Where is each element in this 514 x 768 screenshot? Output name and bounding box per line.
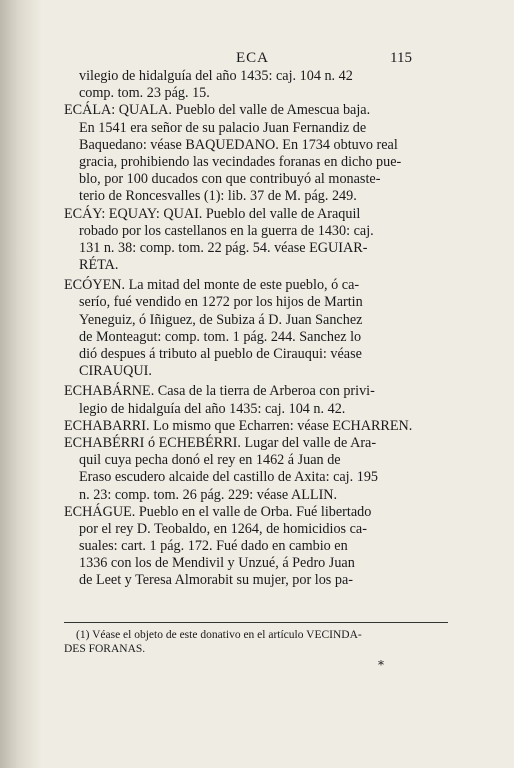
entry-line: n. 23: comp. tom. 26 pág. 229: véase ALLIN.: [79, 486, 338, 503]
dictionary-entries: [64, 68, 448, 590]
entry-line: comp. tom. 23 pág. 15.: [79, 85, 210, 102]
entry-headword-line: ECÓYEN. La mitad del monte de este pueblo, ó ca-: [64, 277, 360, 294]
entry-line: gracia, prohibiendo las vecindades foranas en dicho pue-: [79, 153, 402, 170]
entry-headword-line: ECHABÁRNE. Casa de la tierra de Arberoa con privi-: [64, 383, 375, 400]
entry-line: Yeneguiz, ó Iñiguez, de Subiza á D. Juan Sanchez: [79, 311, 363, 328]
entry-line: suales: cart. 1 pág. 172. Fué dado en cambio en: [79, 538, 348, 555]
entry-line: por el rey D. Teobaldo, en 1264, de homicidios ca-: [79, 520, 367, 537]
entry-line: legio de hidalguía del año 1435: caj. 104 n. 42.: [79, 400, 346, 417]
entry-line: Baquedano: véase BAQUEDANO. En 1734 obtuvo real: [79, 136, 398, 153]
entry-line: 131 n. 38: comp. tom. 22 pág. 54. véase EGUIAR-: [79, 239, 368, 256]
entry-line: robado por los castellanos en la guerra de 1430: caj.: [79, 222, 374, 239]
page-header: [0, 50, 514, 70]
entry-line: CIRAUQUI.: [79, 363, 152, 380]
entry-line: vilegio de hidalguía del año 1435: caj. 104 n. 42: [79, 68, 353, 84]
footnote-line: DES FORANAS.: [64, 643, 146, 655]
entry-line: de Leet y Teresa Almorabit su mujer, por los pa-: [79, 572, 353, 589]
footnote-line: (1) Véase el objeto de este donativo en el artículo VECINDA-: [76, 629, 362, 641]
entry-headword-line: ECHÁGUE. Pueblo en el valle de Orba. Fué libertado: [64, 503, 372, 520]
entry-line: serío, fué vendido en 1272 por los hijos de Martin: [79, 294, 363, 311]
footnote: [64, 628, 448, 656]
entry-headword-line: ECHABÉRRI ó ECHEBÉRRI. Lugar del valle de Ara-: [64, 434, 377, 451]
entry-line: de Monteagut: comp. tom. 1 pág. 244. Sanchez lo: [79, 328, 362, 345]
entry-line: terio de Roncesvalles (1): lib. 37 de M. pág. 249.: [79, 188, 357, 205]
page-gutter-shadow: [0, 0, 42, 768]
entry-headword-line: ECÁLA: QUALA. Pueblo del valle de Amescua baja.: [64, 102, 371, 119]
footnote-rule: [64, 622, 448, 623]
entry-line: blo, por 100 ducados con que contribuyó al monaste-: [79, 171, 381, 188]
entry-line: quil cuya pecha donó el rey en 1462 á Juan de: [79, 452, 341, 469]
entry-line: En 1541 era señor de su palacio Juan Fernandiz de: [79, 119, 367, 136]
entry-line: dió despues á tributo al pueblo de Cirauqui: véase: [79, 346, 362, 362]
entry-headword-line: ECÁY: EQUAY: QUAI. Pueblo del valle de Araquil: [64, 205, 361, 222]
entry-line: Eraso escudero alcaide del castillo de Axita: caj. 195: [79, 469, 379, 486]
entry-headword-line: ECHABARRI. Lo mismo que Echarren: véase ECHARREN.: [64, 417, 413, 434]
page-number: 115: [390, 50, 412, 66]
signature-mark: *: [378, 658, 384, 672]
entry-line: 1336 con los de Mendivil y Unzué, á Pedro Juan: [79, 555, 355, 572]
running-head: ECA: [236, 50, 269, 66]
entry-line: RÉTA.: [79, 257, 119, 274]
